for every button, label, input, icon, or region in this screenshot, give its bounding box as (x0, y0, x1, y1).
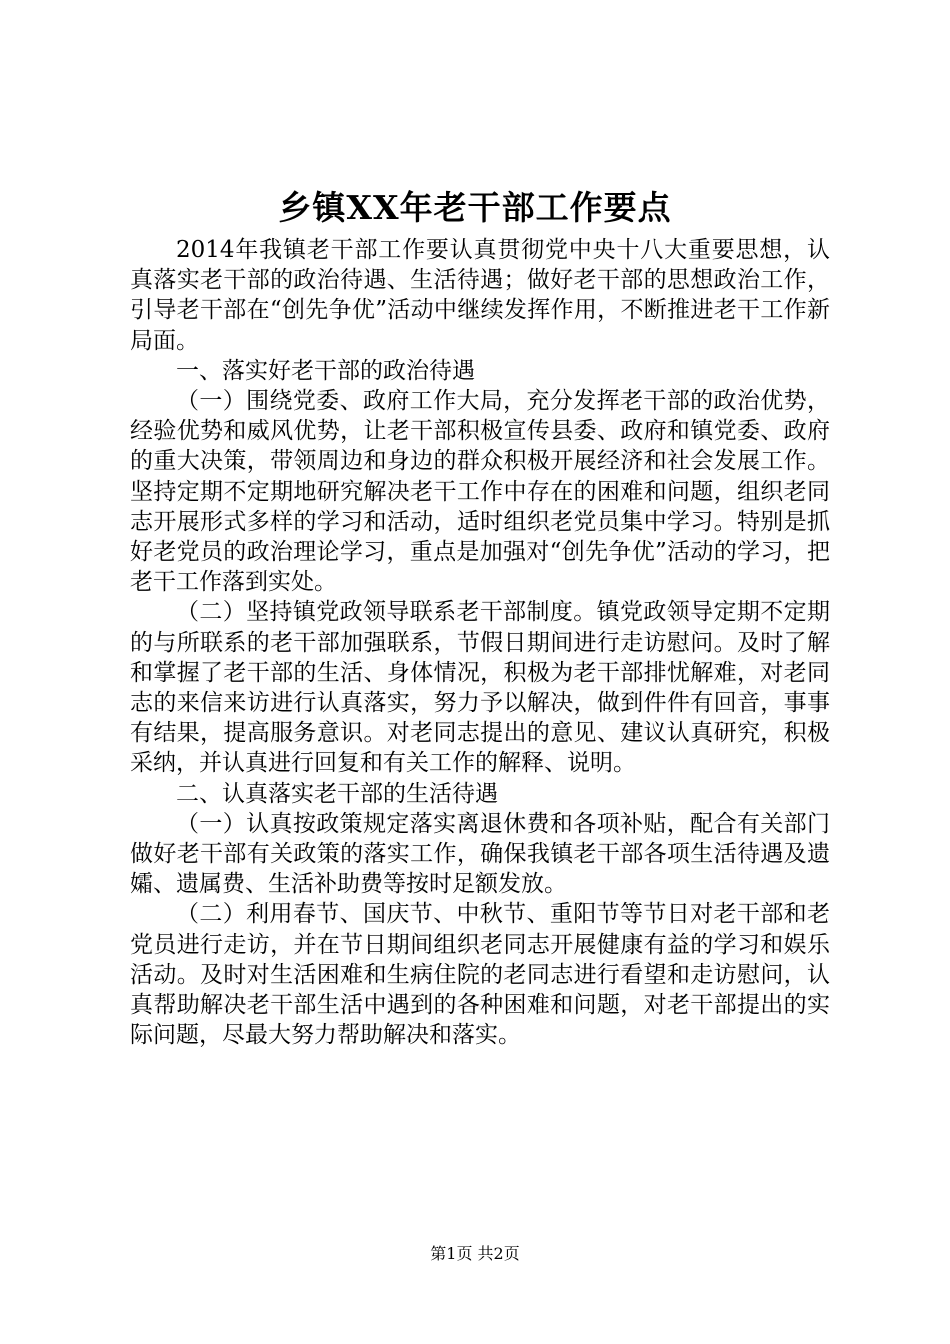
section1-item1-text: 坚持定期不定期地研究解决老干工作中存在的困难和问题，组织老同志开展形式多样的学习和活动，适时组织老党员集中学习。特别是抓好老党员的政治理论学习，重点是加强对“创先争优”活动的学习，把老干工作落到实处。 (130, 478, 830, 596)
section1-item2 (130, 597, 830, 778)
section2-item2-lead: （二）利用春节、国庆节、中秋节、重阳节等节日对老干部和老党员进行走访，并在节日期间组织老同志开展健康有益的学习和娱乐活动。 (130, 901, 830, 988)
section1-item2-lead: （二）坚持镇党政领导联系老干部制度。 (176, 599, 597, 626)
intro-paragraph: 2014年我镇老干部工作要认真贯彻党中央十八大重要思想，认真落实老干部的政治待遇、生活待遇；做好老干部的思想政治工作，引导老干部在“创先争优”活动中继续发挥作用，不断推进老干工作新局面。 (130, 237, 830, 354)
page-footer: 第1页 共2页 (430, 1244, 520, 1263)
section2-heading: 二、认真落实老干部的生活待遇 (176, 780, 498, 807)
section2-item1-lead: （一）认真按政策规定落实离退休费和各项补贴，配合有关部门做好老干部有关政策的落实工作，确保我镇老干部各项生活待遇及遗孀、遗属费、生活补助费等按时足额发放。 (130, 810, 830, 898)
section1-item2-text: 镇党政领导定期不定期的与所联系的老干部加强联系，节假日期间进行走访慰问。及时了解和掌握了老干部的生活、身体情况，积极为老干部排忧解难，对老同志的来信来访进行认真落实，努力予以解决，做到件件有回音，事事有结果，提高服务意识。对老同志提出的意见、建议认真研究，积极采纳，并认真进行回复和有关工作的解释、说明。 (130, 599, 831, 777)
section1-item1-lead: （一）围绕党委、政府工作大局，充分发挥老干部的政治优势，经验优势和威风优势，让老干部积极宣传县委、政府和镇党委、政府的重大决策，带领周边和身边的群众积极开展经济和社会发展工作。 (130, 388, 830, 475)
document-body (130, 235, 830, 1050)
document-title: 乡镇XX年老干部工作要点 (278, 188, 672, 227)
section2-item2 (130, 899, 830, 1050)
section2-item1 (130, 809, 830, 900)
section1-heading: 一、落实好老干部的政治待遇 (176, 357, 475, 384)
section1-item1 (130, 386, 830, 597)
section2-item2-text: 及时对生活困难和生病住院的老同志进行看望和走访慰问，认真帮助解决老干部生活中遇到的各种困难和问题，对老干部提出的实际问题，尽最大努力帮助解决和落实。 (130, 961, 831, 1049)
